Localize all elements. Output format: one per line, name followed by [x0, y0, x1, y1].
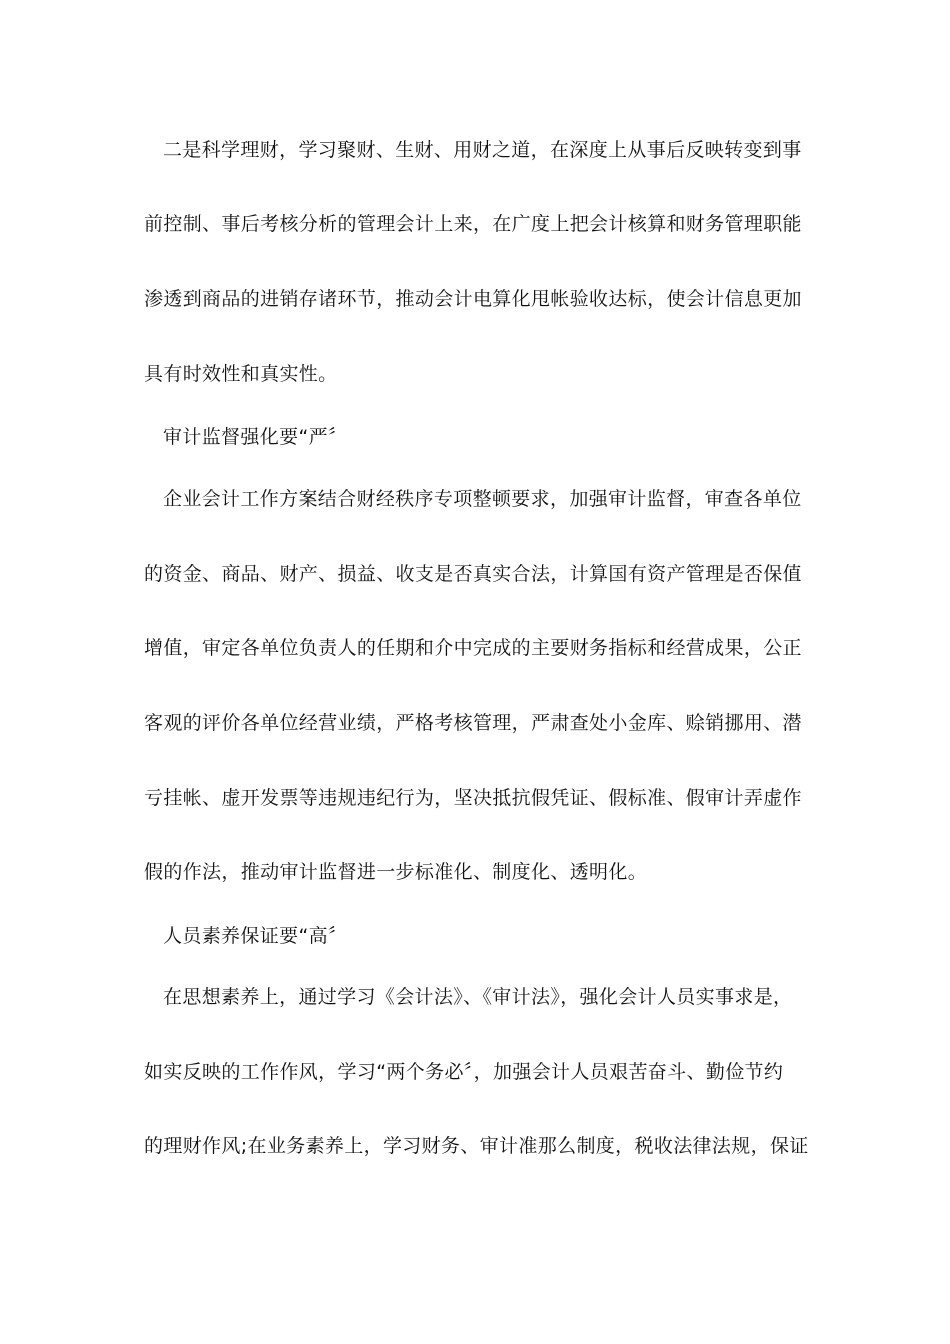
section-heading: 审计监督强化要“严〞: [163, 426, 348, 448]
paragraph-line: 渗透到商品的进销存诸环节，推动会计电算化甩帐验收达标，使会计信息更加: [144, 288, 802, 310]
paragraph-line: 的资金、商品、财产、损益、收支是否真实合法，计算国有资产管理是否保值: [144, 563, 802, 585]
paragraph-line: 假的作法，推动审计监督进一步标准化、制度化、透明化。: [144, 861, 648, 883]
paragraph-line: 的理财作风;在业务素养上，学习财务、审计准那么制度，税收法律法规，保证: [144, 1135, 809, 1157]
paragraph-line: 具有时效性和真实性。: [144, 363, 338, 385]
paragraph-line: 如实反映的工作作风，学习“两个务必〞，加强会计人员艰苦奋斗、勤俭节约: [144, 1061, 784, 1083]
section-heading: 人员素养保证要“高〞: [163, 925, 348, 947]
paragraph-line: 前控制、事后考核分析的管理会计上来，在广度上把会计核算和财务管理职能: [144, 213, 802, 235]
paragraph-line: 企业会计工作方案结合财经秩序专项整顿要求，加强审计监督，审查各单位: [163, 488, 802, 510]
paragraph-line: 亏挂帐、虚开发票等违规违纪行为，坚决抵抗假凭证、假标准、假审计弄虚作: [144, 787, 802, 809]
paragraph-line: 客观的评价各单位经营业绩，严格考核管理，严肃查处小金库、赊销挪用、潜: [144, 712, 802, 734]
paragraph-line: 二是科学理财，学习聚财、生财、用财之道，在深度上从事后反映转变到事: [163, 139, 802, 161]
paragraph-line: 在思想素养上，通过学习《会计法》、《审计法》，强化会计人员实事求是，: [163, 986, 793, 1008]
paragraph-line: 增值，审定各单位负责人的任期和介中完成的主要财务指标和经营成果，公正: [144, 637, 802, 659]
